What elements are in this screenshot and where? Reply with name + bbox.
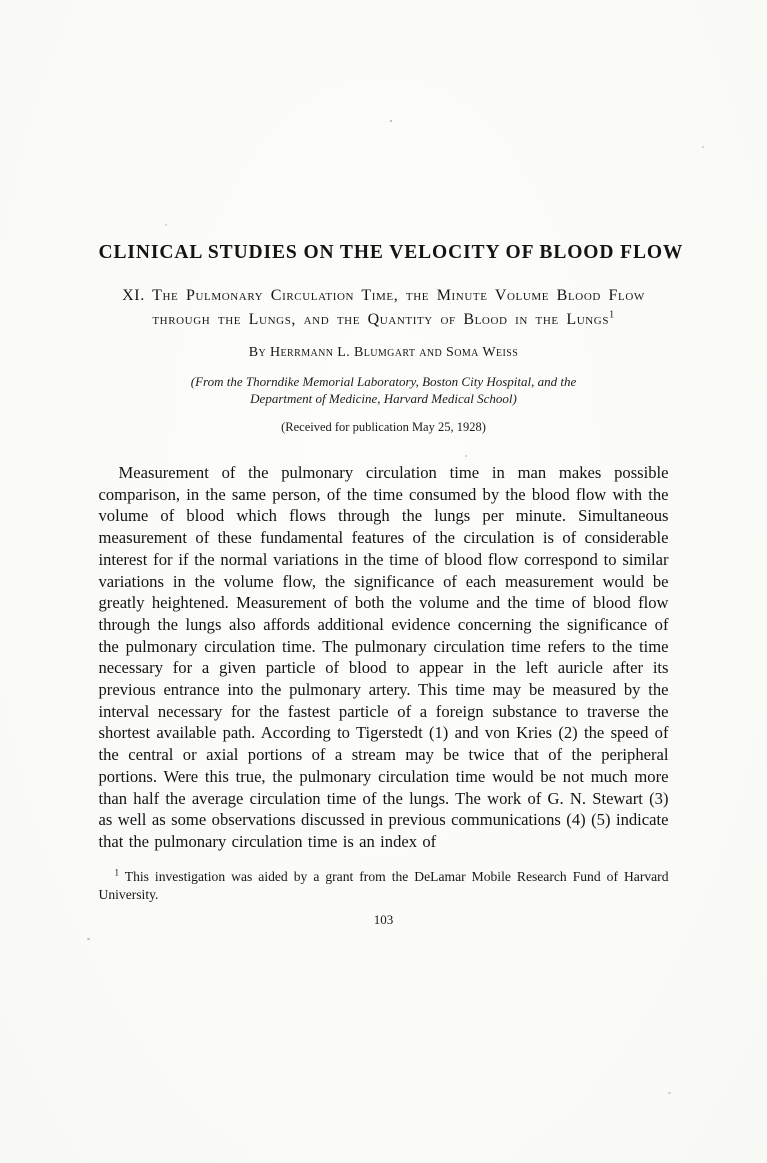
article-content	[98, 0, 684, 928]
footnote-marker: 1	[114, 867, 119, 878]
footnote-text: This investigation was aided by a grant from the DeLamar Mobile Research Fund of Harvard University.	[98, 868, 669, 903]
article-subtitle-text: XI. The Pulmonary Circulation Time, the Minute Volume Blood Flow through the Lungs, and the Quantity of Blood in the Lungs	[122, 287, 645, 328]
article-subtitle	[99, 284, 669, 332]
subtitle-footnote-ref: 1	[609, 309, 615, 321]
scan-speck	[465, 455, 467, 457]
scan-speck	[165, 224, 167, 226]
received-note: (Received for publication May 25, 1928)	[281, 420, 486, 434]
scan-speck	[668, 1092, 671, 1094]
scan-speck	[390, 120, 392, 122]
scan-speck	[702, 146, 704, 148]
page-number: 103	[373, 911, 394, 927]
affiliation: (From the Thorndike Memorial Laboratory, Boston City Hospital, and the Department of Medicine, Harvard Medical School)	[190, 374, 577, 406]
byline: By Herrmann L. Blumgart and Soma Weiss	[248, 345, 519, 360]
article-title: CLINICAL STUDIES ON THE VELOCITY OF BLOOD FLOW	[98, 242, 684, 263]
scan-speck	[87, 938, 90, 940]
footnote	[99, 868, 669, 905]
body-paragraph: Measurement of the pulmonary circulation time in man makes possible comparison, in the same person, of the time consumed by the blood flow with the volume of blood which flows through the lungs per minute. Simultaneous measurement of these fundamental features of the circulation is of considerable interest for if the normal variations in the time of blood flow correspond to similar variations in the volume flow, the significance of each measurement would be greatly heightened. Measurement of both the volume and the time of blood flow through the lungs also affords additional evidence concerning the significance of the pulmonary circulation time. The pulmonary circulation time refers to the time necessary for a given particle of blood to appear in the left auricle after its previous entrance into the pulmonary artery. This time may be measured by the interval necessary for the fastest particle of a foreign substance to traverse the shortest available path. According to Tigerstedt (1) and von Kries (2) the speed of the central or axial portions of a stream may be twice that of the peripheral portions. Were this true, the pulmonary circulation time would be not much more than half the average circulation time of the lungs. The work of G. N. Stewart (3) as well as some observations discussed in previous communications (4) (5) indicate that the pulmonary circulation time is an index of	[98, 463, 669, 851]
